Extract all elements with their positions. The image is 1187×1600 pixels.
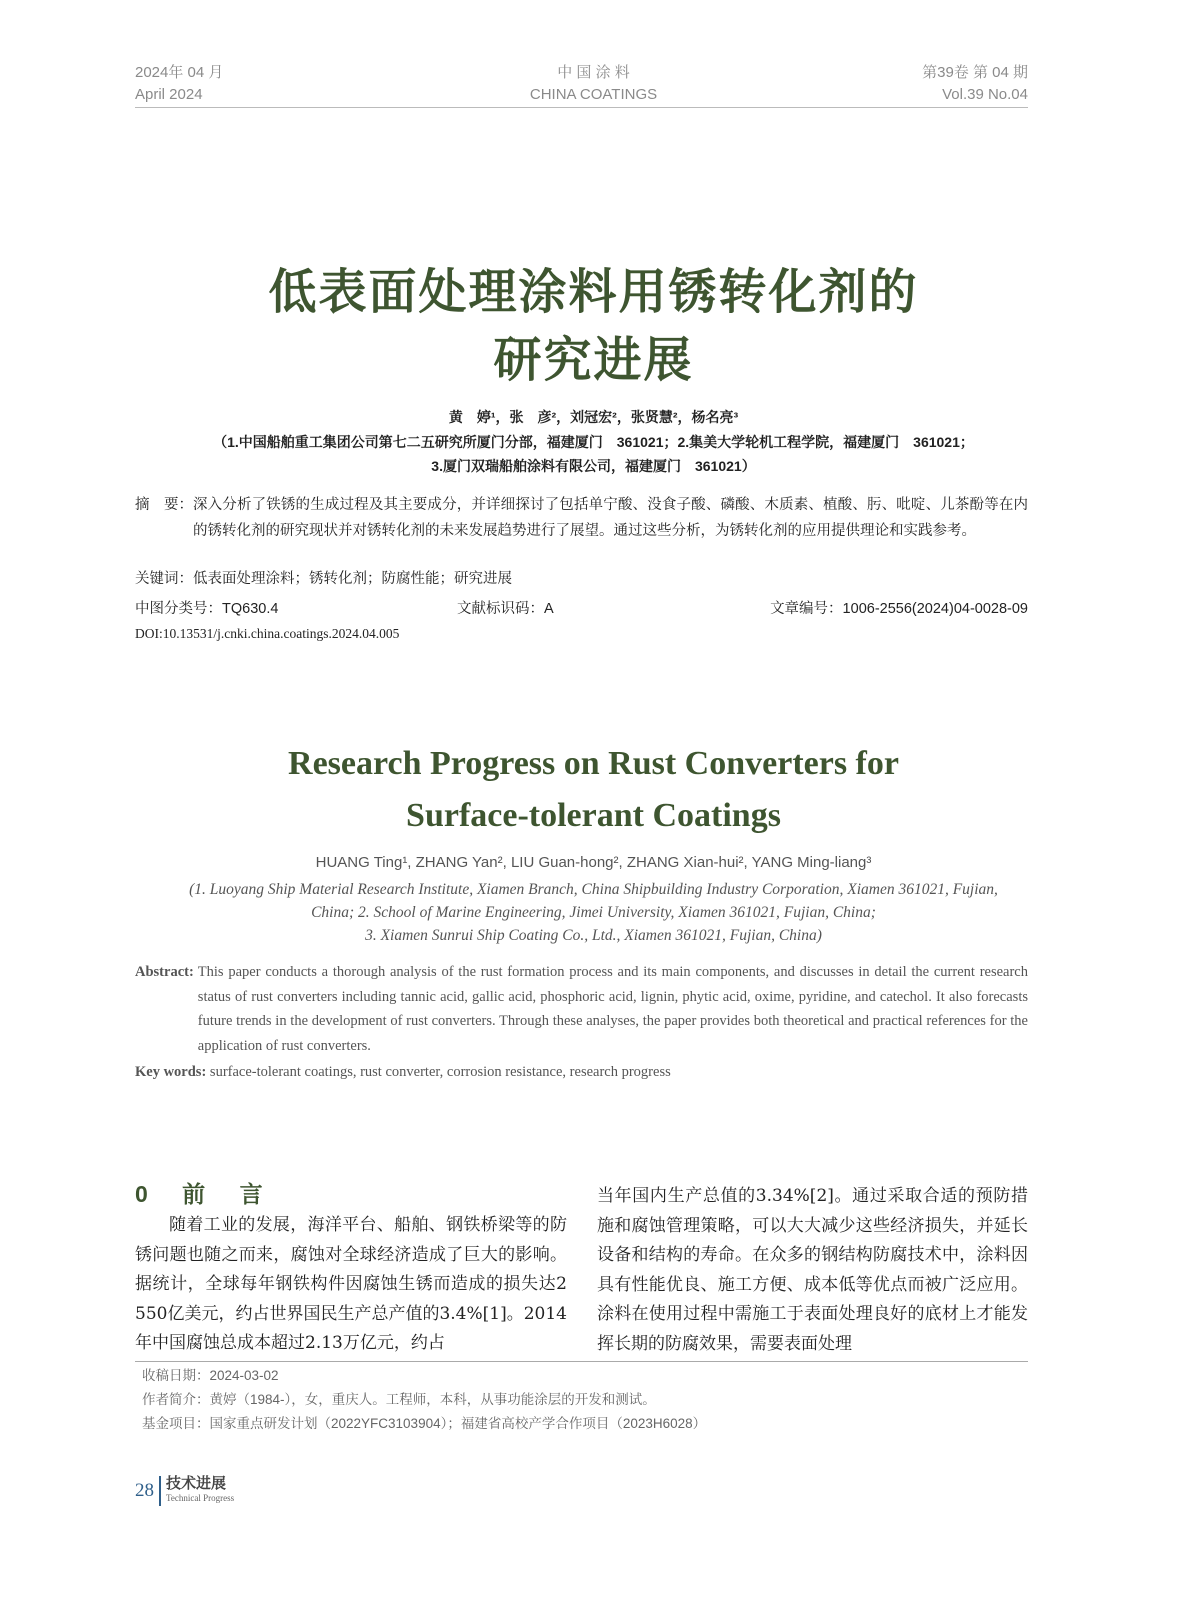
footnote-funding: 基金项目：国家重点研发计划（2022YFC3103904）；福建省高校产学合作项目（2023H6028） [142, 1416, 707, 1431]
document-code: 文献标识码：A [457, 601, 554, 617]
footnotes [142, 1364, 706, 1436]
affiliation-en-line: (1. Luoyang Ship Material Research Institute, Xiamen Branch, China Shipbuilding Industry Corporation, Xiamen 361021, Fujian, [189, 881, 998, 898]
footnote-divider [135, 1361, 1028, 1362]
authors-en: HUANG Ting¹, ZHANG Yan², LIU Guan-hong², ZHANG Xian-hui², YANG Ming-liang³ [315, 854, 872, 871]
title-en-line2: Surface-tolerant Coatings [406, 797, 781, 834]
article-number: 文章编号：1006-2556(2024)04-0028-09 [770, 601, 1028, 617]
footnote-author-bio: 作者简介：黄婷（1984-），女，重庆人。工程师，本科，从事功能涂层的开发和测试。 [142, 1392, 656, 1407]
title-cn-line1: 低表面处理涂料用锈转化剂的 [268, 264, 919, 320]
title-en-line1: Research Progress on Rust Converters for [288, 745, 899, 782]
header-journal-en: CHINA COATINGS [529, 86, 658, 103]
abstract-en-label: Abstract: [135, 964, 194, 980]
header-volume-cn: 第39卷 第 04 期 [922, 64, 1028, 81]
title-cn [0, 258, 1187, 394]
page-footer [135, 1476, 234, 1506]
abstract-cn-label: 摘 要： [135, 497, 193, 513]
footnote-received-date: 收稿日期：2024-03-02 [142, 1368, 279, 1383]
footer-section [161, 1476, 234, 1506]
header-volume-en: Vol.39 No.04 [942, 86, 1028, 103]
abstract-en [135, 960, 1028, 1058]
header-divider [135, 107, 1028, 108]
clc-number: 中图分类号：TQ630.4 [135, 601, 279, 617]
keywords-cn-label: 关键词： [135, 571, 193, 587]
header-date-en: April 2024 [135, 86, 203, 103]
keywords-en-text: surface-tolerant coatings, rust converter, corrosion resistance, research progress [209, 1064, 671, 1080]
header-journal-cn: 中 国 涂 料 [557, 64, 630, 81]
affiliation-en-line: China; 2. School of Marine Engineering, Jimei University, Xiamen 361021, Fujian, China; [311, 904, 876, 921]
footer-section-en: Technical Progress [166, 1493, 235, 1503]
title-cn-line2: 研究进展 [493, 332, 694, 388]
abstract-en-text: This paper conducts a thorough analysis of the rust formation process and its main components, and discusses in detail the current research status of rust converters including tannic acid, gallic acid, phosphoric acid, lignin, phytic acid, oxime, pyridine, and catechol. It also forecasts future trends in the development of rust converters. Through these analyses, the paper provides both theoretical and practical references for the application of rust converters. [197, 964, 1028, 1054]
affiliations-cn [0, 430, 1187, 478]
keywords-en [135, 1060, 1028, 1085]
authors-cn: 黄 婷¹，张 彦²，刘冠宏²，张贤慧²，杨名亮³ [448, 409, 739, 425]
keywords-cn-text: 低表面处理涂料；锈转化剂；防腐性能；研究进展 [193, 571, 512, 587]
body-column-left: 随着工业的发展，海洋平台、船舶、钢铁桥梁等的防锈问题也随之而来，腐蚀对全球经济造成了巨大的影响。据统计，全球每年钢铁构件因腐蚀生锈而造成的损失达2 550亿美元，约占世界国民生产总产值的3.4%[1]。2014年中国腐蚀总成本超过2.13万亿元，约占 [135, 1215, 567, 1353]
keywords-cn [135, 566, 1028, 592]
header-date-cn: 2024年 04 月 [135, 64, 224, 81]
page-number: 28 [135, 1476, 161, 1506]
affiliation-cn-line: （1.中国船舶重工集团公司第七二五研究所厦门分部，福建厦门 361021；2.集美大学轮机工程学院，福建厦门 361021； [213, 434, 974, 450]
section-heading: 0 前 言 [135, 1181, 277, 1207]
body-column-right: 当年国内生产总值的3.34%[2]。通过采取合适的预防措施和腐蚀管理策略，可以大大减少这些经济损失，并延长设备和结构的寿命。在众多的钢结构防腐技术中，涂料因具有性能优良、施工方便、成本低等优点而被广泛应用。涂料在使用过程中需施工于表面处理良好的底材上才能发挥长期的防腐效果，需要表面处理 [597, 1186, 1028, 1354]
affiliation-cn-line: 3.厦门双瑞船舶涂料有限公司，福建厦门 361021） [431, 458, 756, 474]
abstract-cn-text: 深入分析了铁锈的生成过程及其主要成分，并详细探讨了包括单宁酸、没食子酸、磷酸、木质素、植酸、肟、吡啶、儿茶酚等在内的锈转化剂的研究现状并对锈转化剂的未来发展趋势进行了展望。通过这些分析，为锈转化剂的应用提供理论和实践参考。 [193, 497, 1028, 539]
header-volume [922, 62, 1028, 106]
doi[interactable]: DOI:10.13531/j.cnki.china.coatings.2024.04.005 [135, 626, 400, 641]
affiliation-en-line: 3. Xiamen Sunrui Ship Coating Co., Ltd., Xiamen 361021, Fujian, China) [365, 927, 822, 944]
affiliations-en [0, 878, 1187, 947]
keywords-en-label: Key words: [135, 1064, 207, 1080]
title-en [0, 738, 1187, 842]
abstract-cn [135, 492, 1028, 544]
footer-section-cn: 技术进展 [166, 1475, 227, 1492]
